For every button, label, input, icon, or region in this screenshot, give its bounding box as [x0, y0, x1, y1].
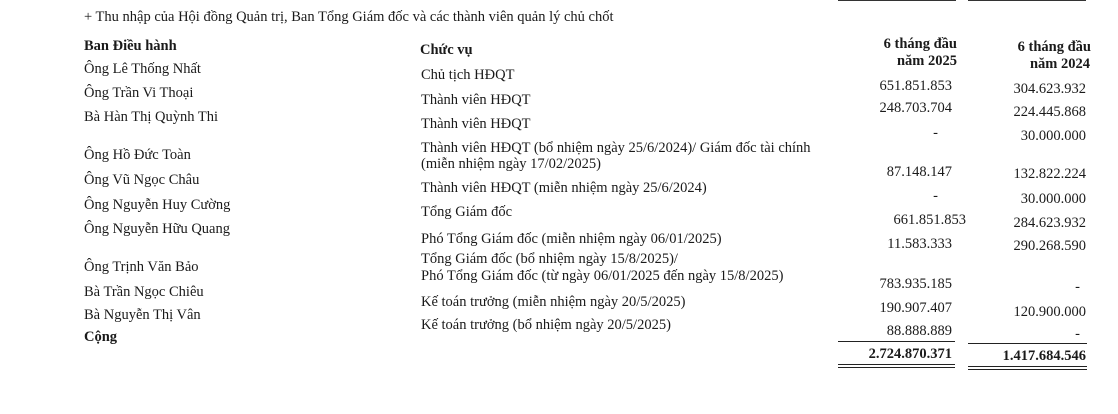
header-col-2025-line1: 6 tháng đầu [883, 36, 957, 52]
row-value-2025: 190.907.407 [879, 300, 952, 316]
row-position: Thành viên HĐQT [421, 116, 531, 132]
row-position: Thành viên HĐQT [421, 92, 531, 108]
row-position: Tổng Giám đốc [421, 204, 513, 220]
row-value-2024: 290.268.590 [1013, 238, 1086, 254]
row-value-2024: - [1075, 279, 1080, 295]
row-value-2025: 783.935.185 [879, 276, 952, 292]
row-name: Ông Lê Thống Nhất [84, 61, 201, 77]
subtotal-rule-col-2025 [838, 341, 955, 342]
row-value-2024: 132.822.224 [1013, 166, 1086, 182]
header-col-2025-line2: năm 2025 [896, 53, 957, 69]
row-position: Kế toán trưởng (bổ nhiệm ngày 20/5/2025) [421, 317, 671, 333]
row-position: Kế toán trưởng (miễn nhiệm ngày 20/5/2025) [421, 294, 686, 310]
row-position-line2: Phó Tổng Giám đốc (từ ngày 06/01/2025 đến ngày 15/8/2025) [421, 268, 784, 284]
row-value-2025: 248.703.704 [879, 100, 952, 116]
top-border-col2 [968, 0, 1086, 1]
row-name: Ông Nguyễn Huy Cường [84, 197, 231, 213]
total-value-2025: 2.724.870.371 [868, 346, 952, 362]
header-col-2024-line2: năm 2024 [1029, 56, 1090, 72]
total-value-2024: 1.417.684.546 [1002, 348, 1086, 364]
row-name: Bà Hàn Thị Quỳnh Thi [84, 109, 218, 125]
row-position-line2: (miễn nhiệm ngày 17/02/2025) [421, 156, 602, 172]
row-value-2025: 11.583.333 [887, 236, 952, 252]
row-name: Ông Trần Vi Thoại [84, 85, 194, 101]
row-value-2024: 224.445.868 [1013, 104, 1086, 120]
header-col-2024-line1: 6 tháng đầu [1017, 39, 1091, 55]
row-value-2025: 87.148.147 [886, 164, 952, 180]
row-name: Ông Hồ Đức Toàn [84, 147, 191, 163]
row-name: Ông Nguyễn Hữu Quang [84, 221, 230, 237]
row-position: Thành viên HĐQT (bổ nhiệm ngày 25/6/2024)/ Giám đốc tài chính [421, 140, 811, 156]
total-double-rule-col-2025-a [838, 364, 955, 365]
row-value-2025: 651.851.853 [879, 78, 952, 94]
subtotal-rule-col-2024 [968, 343, 1087, 344]
row-value-2024: - [1075, 326, 1080, 342]
row-value-2024: 304.623.932 [1013, 81, 1086, 97]
row-name: Bà Trần Ngọc Chiêu [84, 284, 204, 300]
header-position: Chức vụ [420, 42, 473, 58]
total-label: Cộng [84, 329, 118, 345]
header-name: Ban Điều hành [84, 38, 177, 54]
total-double-rule-col-2025-b [838, 367, 955, 368]
row-value-2025: 661.851.853 [893, 212, 966, 228]
row-name: Ông Vũ Ngọc Châu [84, 172, 200, 188]
row-value-2024: 120.900.000 [1013, 304, 1086, 320]
row-position: Tổng Giám đốc (bổ nhiệm ngày 15/8/2025)/ [421, 251, 678, 267]
row-value-2024: 30.000.000 [1020, 128, 1086, 144]
top-border-col1 [838, 0, 956, 1]
row-name: Ông Trịnh Văn Bảo [84, 259, 199, 275]
row-value-2024: 284.623.932 [1013, 215, 1086, 231]
row-position: Chủ tịch HĐQT [421, 67, 515, 83]
row-value-2025: - [933, 188, 938, 204]
total-double-rule-col-2024-b [968, 369, 1087, 370]
row-position: Phó Tổng Giám đốc (miễn nhiệm ngày 06/01/2025) [421, 231, 722, 247]
row-position: Thành viên HĐQT (miễn nhiệm ngày 25/6/2024) [421, 180, 707, 196]
row-value-2025: - [933, 125, 938, 141]
section-title: + Thu nhập của Hội đồng Quản trị, Ban Tổng Giám đốc và các thành viên quản lý chủ chốt [84, 9, 614, 25]
row-value-2024: 30.000.000 [1020, 191, 1086, 207]
total-double-rule-col-2024-a [968, 366, 1087, 367]
row-name: Bà Nguyễn Thị Vân [84, 307, 201, 323]
row-value-2025: 88.888.889 [886, 323, 952, 339]
